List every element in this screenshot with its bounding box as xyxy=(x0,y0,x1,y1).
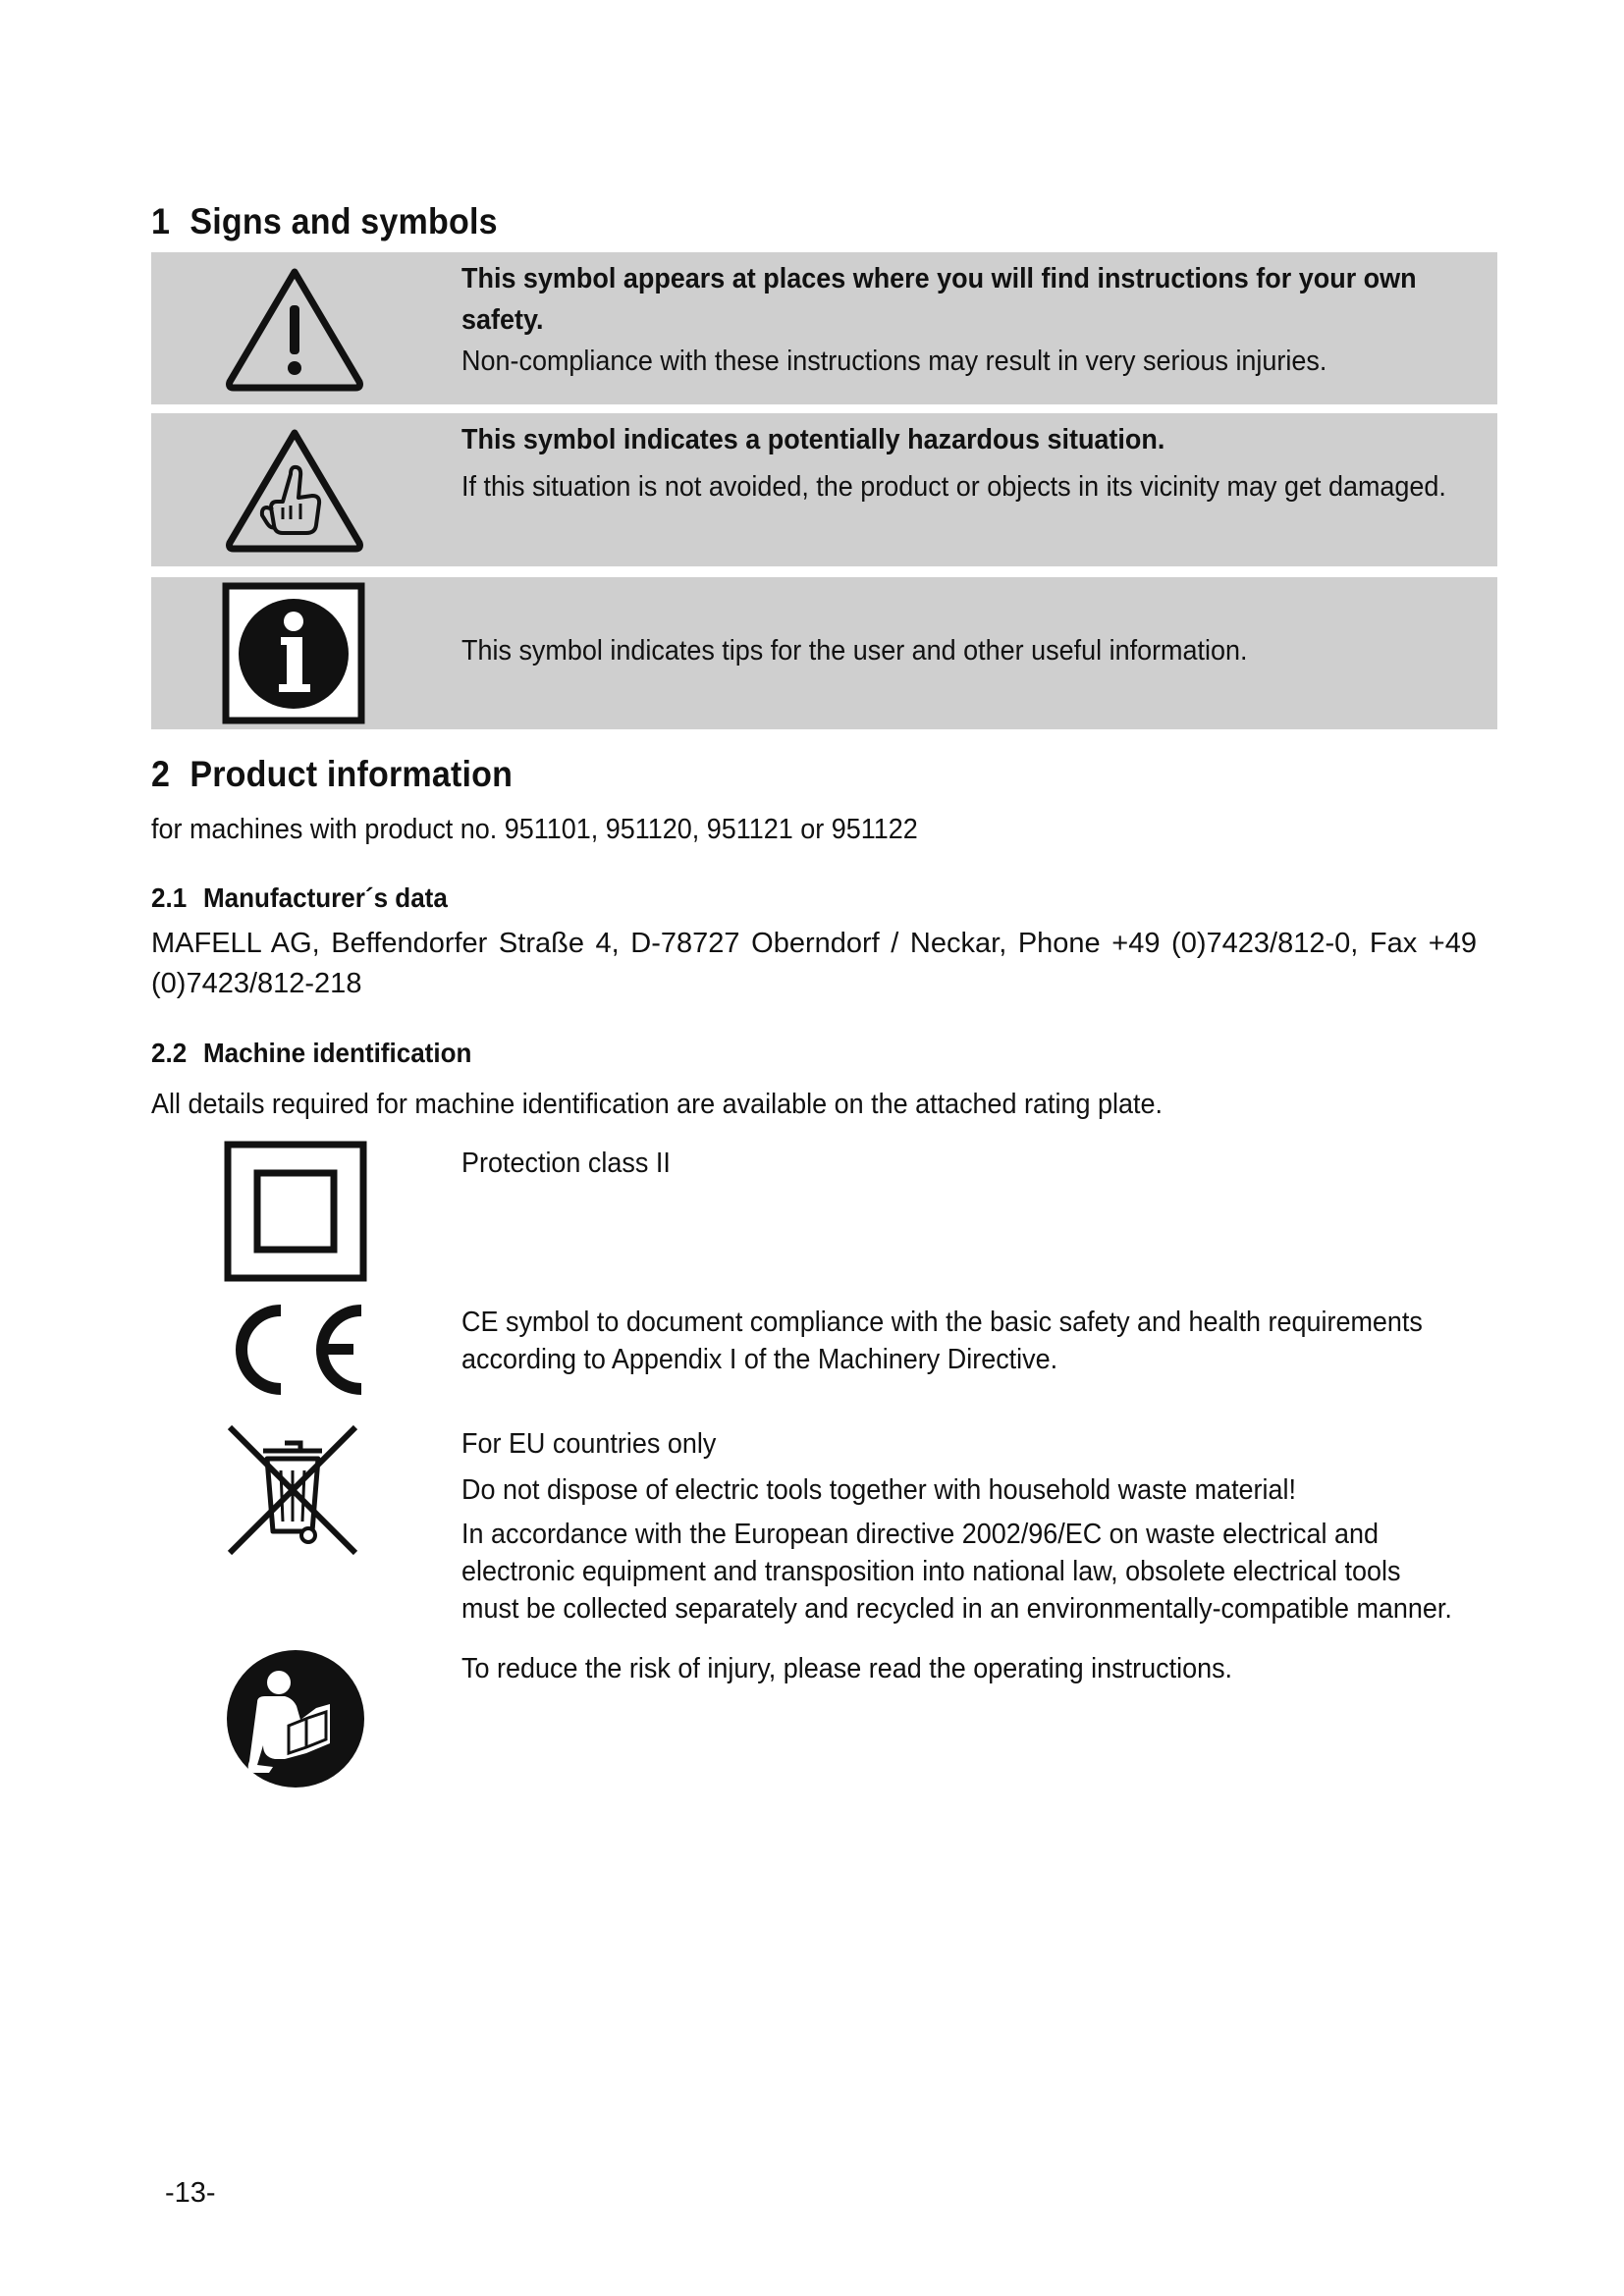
section-number: 1 xyxy=(151,201,171,241)
subsection-title: Manufacturer´s data xyxy=(202,882,448,913)
section-title: Product information xyxy=(189,754,514,794)
item-text: Do not dispose of electric tools together with household waste material! xyxy=(461,1474,1297,1506)
symbol-row-heading-cont: safety. xyxy=(461,304,544,336)
section-2-heading xyxy=(151,754,513,795)
ce-mark-text xyxy=(461,1304,1502,1378)
machine-identification-intro: All details required for machine identification are available on the attached rating plate. xyxy=(151,1089,1163,1120)
symbol-row-text xyxy=(461,258,1468,382)
item-text: electronic equipment and transposition into national law, obsolete electrical tools xyxy=(461,1556,1401,1587)
subsection-2-1-heading xyxy=(151,882,448,914)
symbol-row-text xyxy=(461,630,1468,671)
ce-mark-icon xyxy=(224,1301,367,1399)
symbol-row-warning xyxy=(151,252,1497,404)
item-text: CE symbol to document compliance with the basic safety and health requirements xyxy=(461,1307,1423,1338)
crossed-bin-icon xyxy=(224,1421,361,1559)
address-line: (0)7423/812-218 xyxy=(151,968,362,999)
section-1-heading xyxy=(151,201,498,242)
protection-class-ii-icon xyxy=(224,1141,367,1282)
address-line: MAFELL AG, Beffendorfer Straße 4, D-78727 Oberndorf / Neckar, Phone +49 (0)7423/812-0, Fax +49 xyxy=(151,928,1477,959)
symbol-row-hazard xyxy=(151,413,1497,566)
item-text: according to Appendix I of the Machinery Directive. xyxy=(461,1344,1058,1375)
read-manual-text xyxy=(461,1650,1502,1687)
symbol-row-description: Non-compliance with these instructions may result in very serious injuries. xyxy=(461,346,1327,377)
section-title: Signs and symbols xyxy=(189,201,498,241)
item-text: Protection class II xyxy=(461,1148,671,1179)
item-text: In accordance with the European directive 2002/96/EC on waste electrical and xyxy=(461,1519,1380,1550)
subsection-number: 2.1 xyxy=(151,882,188,913)
symbol-row-description: If this situation is not avoided, the product or objects in its vicinity may get damaged. xyxy=(461,471,1446,503)
subsection-number: 2.2 xyxy=(151,1038,188,1068)
hazard-hand-icon xyxy=(222,425,367,553)
symbol-row-heading: This symbol appears at places where you will find instructions for your own xyxy=(461,263,1417,294)
subsection-title: Machine identification xyxy=(202,1038,472,1068)
symbol-row-info xyxy=(151,577,1497,729)
section-number: 2 xyxy=(151,754,171,794)
item-text: To reduce the risk of injury, please read the operating instructions. xyxy=(461,1653,1233,1684)
warning-triangle-icon xyxy=(222,264,367,392)
read-manual-icon xyxy=(224,1647,367,1790)
info-icon xyxy=(222,582,365,724)
symbol-row-heading: This symbol indicates a potentially hazardous situation. xyxy=(461,424,1165,455)
symbol-row-text xyxy=(461,419,1468,507)
subsection-2-2-heading xyxy=(151,1038,471,1069)
product-numbers-text: for machines with product no. 951101, 951120, 951121 or 951122 xyxy=(151,814,918,845)
manufacturer-address xyxy=(151,924,1477,1004)
protection-class-text xyxy=(461,1145,1502,1182)
item-text: must be collected separately and recycled in an environmentally-compatible manner. xyxy=(461,1593,1452,1625)
page-number: -13- xyxy=(165,2177,216,2209)
symbol-row-description: This symbol indicates tips for the user and other useful information. xyxy=(461,635,1248,667)
item-text: For EU countries only xyxy=(461,1428,717,1460)
disposal-text xyxy=(461,1425,1502,1628)
